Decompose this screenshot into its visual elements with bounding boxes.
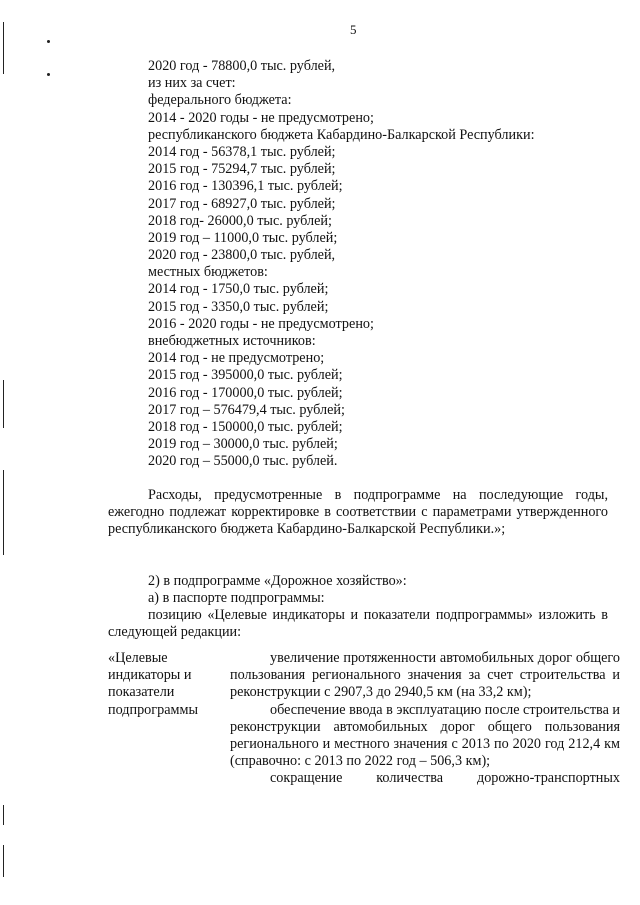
budget-line: 2019 год – 30000,0 тыс. рублей; — [148, 436, 338, 453]
budget-line: 2015 год - 3350,0 тыс. рублей; — [148, 298, 329, 315]
budget-line: 2014 год - 1750,0 тыс. рублей; — [148, 281, 329, 298]
page-number: 5 — [350, 22, 357, 37]
scan-mark — [3, 845, 4, 877]
indicator-item: увеличение протяженности автомобильных дорог общего пользования регионального значения за счет строительства и реконструкции с 2907,3 до 2940,5 км (на 33,2 км); — [230, 650, 620, 701]
budget-line: из них за счет: — [148, 75, 236, 92]
budget-line: 2016 год - 170000,0 тыс. рублей; — [148, 384, 343, 401]
budget-line: федерального бюджета: — [148, 92, 292, 109]
indicator-body — [230, 650, 620, 788]
budget-line: 2016 - 2020 годы - не предусмотрено; — [148, 315, 374, 332]
budget-line: 2020 год - 78800,0 тыс. рублей, — [148, 58, 336, 74]
budget-line: 2014 год - не предусмотрено; — [148, 350, 325, 367]
budget-line: 2015 год - 395000,0 тыс. рублей; — [148, 367, 343, 384]
budget-line: местных бюджетов: — [148, 264, 268, 281]
budget-line: 2018 год- 26000,0 тыс. рублей; — [148, 212, 332, 229]
indicator-label-line: «Целевые — [108, 650, 168, 666]
budget-line: 2020 год – 55000,0 тыс. рублей. — [148, 453, 338, 470]
budget-line: 2014 год - 56378,1 тыс. рублей; — [148, 143, 336, 160]
indicator-label — [108, 650, 223, 719]
indicator-label-line: показатели — [108, 684, 175, 701]
indicator-label-line: подпрограммы — [108, 701, 198, 718]
section-2-sub-a: а) в паспорте подпрограммы: — [148, 590, 325, 606]
indicator-label-line: индикаторы и — [108, 667, 192, 684]
budget-line: 2019 год – 11000,0 тыс. рублей; — [148, 229, 338, 246]
budget-line: 2018 год - 150000,0 тыс. рублей; — [148, 418, 343, 435]
scan-mark — [47, 40, 50, 43]
budget-line: республиканского бюджета Кабардино-Балкарской Республики: — [148, 126, 535, 143]
budget-line: внебюджетных источников: — [148, 333, 316, 349]
budget-line: 2017 год – 576479,4 тыс. рублей; — [148, 401, 345, 418]
budget-line: 2015 год - 75294,7 тыс. рублей; — [148, 161, 336, 178]
budget-line: 2016 год - 130396,1 тыс. рублей; — [148, 178, 343, 195]
section-2-heading: 2) в подпрограмме «Дорожное хозяйство»: — [148, 573, 407, 589]
scan-mark — [3, 22, 4, 74]
scan-mark — [3, 805, 4, 825]
budget-line: 2014 - 2020 годы - не предусмотрено; — [148, 109, 374, 126]
budget-line: 2017 год - 68927,0 тыс. рублей; — [148, 195, 336, 212]
expenses-paragraph: Расходы, предусмотренные в подпрограмме на последующие годы, ежегодно подлежат корректировке в соответствии с параметрами утвержденного республиканского бюджета Кабардино-Балкарской Республики.»; — [108, 487, 608, 538]
scan-mark — [3, 380, 4, 428]
section-2-position: позицию «Целевые индикаторы и показатели подпрограммы» изложить в следующей редакции: — [108, 607, 608, 641]
budget-block — [148, 58, 588, 471]
indicator-item: сокращение количества дорожно-транспортных — [270, 770, 620, 787]
scan-mark — [3, 470, 4, 555]
indicator-item: обеспечение ввода в эксплуатацию после строительства и реконструкции автомобильных дорог общего пользования регионального и местного значения с 2013 по 2020 год 212,4 км (справочно: с 2013 по 2022 год – 506,3 км); — [230, 701, 621, 770]
scan-mark — [47, 73, 50, 76]
budget-line: 2020 год - 23800,0 тыс. рублей, — [148, 247, 336, 264]
